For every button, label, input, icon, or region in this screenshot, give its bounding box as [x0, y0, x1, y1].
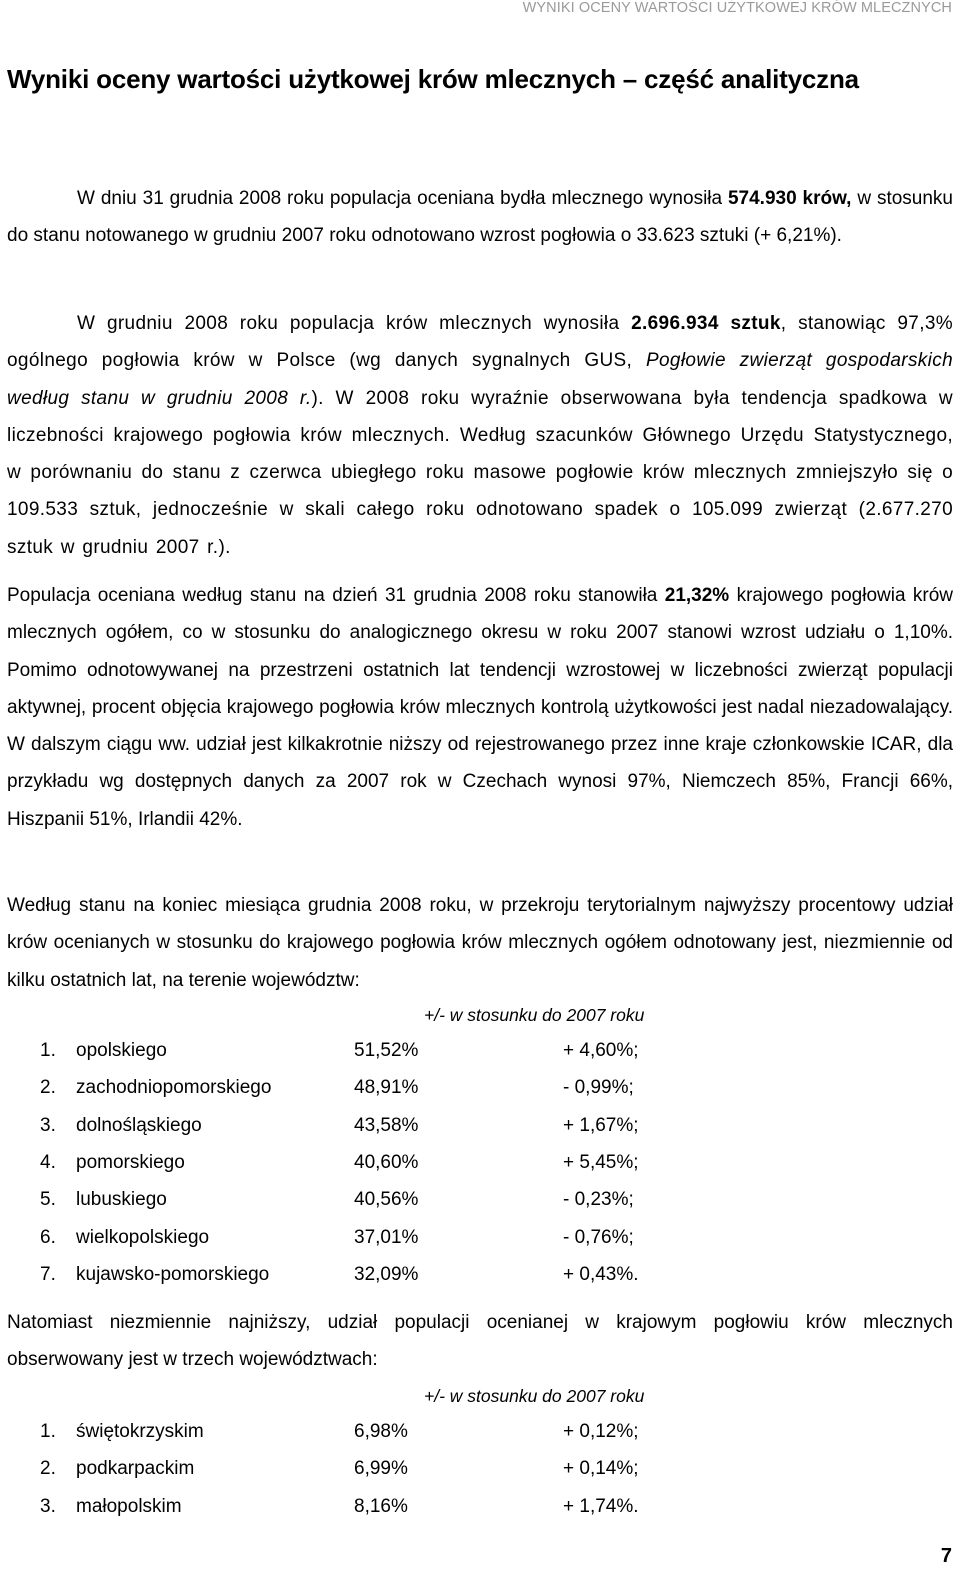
voivodeship-row [0, 1109, 960, 1143]
row-pct: 40,56% [354, 1189, 419, 1211]
p2-source-title: Pogłowie zwierząt gospodarskich według stanu w grudniu 2008 r. [7, 350, 953, 409]
row-name: wielkopolskiego [76, 1226, 210, 1248]
row-num: 4. [40, 1151, 56, 1173]
voivodeship-row [0, 1415, 960, 1449]
row-name: dolnośląskiego [76, 1114, 202, 1136]
top-list-caption: +/- w stosunku do 2007 roku [424, 1005, 645, 1025]
bottom-list-caption: +/- w stosunku do 2007 roku [424, 1386, 645, 1406]
row-chg: - 0,76%; [563, 1226, 634, 1248]
p3-text-c: krajowego pogłowia krów mlecznych ogółem, co w stosunku do analogicznego okresu w roku 2007 stanowi wzrost udziału o 1,10%. Pomimo odnotowywanej na przestrzeni ostatnich lat tendencji wzrostowej w liczebności zwierząt populacji aktywnej, procent objęcia krajowego pogłowia krów mlecznych kontrolą użytkowości jest nadal niezadowalający. W dalszym ciągu ww. udział jest kilkakrotnie niższy od rejestrowanego przez inne kraje członkowskie ICAR, dla przykładu wg dostępnych danych za 2007 rok w Czechach wynosi 97%, Niemczech 85%, Francji 66%, Hiszpanii 51%, Irlandii 42%. [7, 585, 954, 830]
p3-highlight: 21,32% [664, 585, 730, 606]
p1-text-a: W dniu 31 grudnia 2008 roku populacja oceniana bydła mlecznego wynosiła [77, 188, 728, 209]
voivodeship-row [0, 1221, 960, 1255]
row-num: 6. [40, 1226, 56, 1248]
row-chg: + 1,67%; [563, 1114, 639, 1136]
paragraph-population [7, 180, 953, 255]
voivodeship-row [0, 1034, 960, 1068]
paragraph-highest: Według stanu na koniec miesiąca grudnia 2008 roku, w przekroju terytorialnym najwyższy procentowy udział krów ocenianych w stosunku do krajowego pogłowia krów mlecznych ogółem odnotowany jest, niezmiennie od kilku ostatnich lat, na terenie województw: [7, 895, 953, 991]
row-num: 2. [40, 1077, 56, 1099]
row-pct: 6,99% [354, 1458, 408, 1480]
page-title: Wyniki oceny wartości użytkowej krów mlecznych – część analityczna [7, 64, 859, 94]
row-name: lubuskiego [76, 1189, 167, 1211]
row-name: zachodniopomorskiego [76, 1077, 272, 1099]
paragraph-lowest: Natomiast niezmiennie najniższy, udział populacji ocenianej w krajowym pogłowiu krów mlecznych obserwowany jest w trzech województwach: [7, 1312, 953, 1371]
row-pct: 8,16% [354, 1495, 408, 1517]
paragraph-herd-trend [7, 305, 953, 566]
row-chg: - 0,99%; [563, 1077, 634, 1099]
voivodeship-row [0, 1490, 960, 1524]
p2-highlight: 2.696.934 sztuk [631, 313, 781, 334]
row-pct: 40,60% [354, 1151, 419, 1173]
row-num: 7. [40, 1263, 56, 1285]
row-pct: 32,09% [354, 1263, 419, 1285]
row-pct: 6,98% [354, 1421, 408, 1442]
voivodeship-row [0, 1258, 960, 1292]
row-num: 1. [40, 1040, 56, 1061]
row-name: kujawsko-pomorskiego [76, 1263, 270, 1285]
row-name: pomorskiego [76, 1151, 185, 1173]
row-chg: + 0,12%; [563, 1421, 639, 1442]
voivodeship-row [0, 1183, 960, 1217]
row-pct: 37,01% [354, 1226, 419, 1248]
row-chg: + 4,60%; [563, 1040, 639, 1061]
row-chg: + 0,43%. [563, 1263, 639, 1285]
row-name: małopolskim [76, 1495, 182, 1517]
row-name: podkarpackim [76, 1458, 195, 1480]
row-chg: + 1,74%. [563, 1495, 639, 1517]
p1-text-c: w stosunku do stanu notowanego w grudniu 2007 roku odnotowano wzrost pogłowia o 33.623 sztuki (+ 6,21%). [7, 188, 953, 247]
row-chg: + 0,14%; [563, 1458, 639, 1480]
row-name: opolskiego [76, 1040, 167, 1061]
page-number: 7 [940, 1545, 952, 1567]
p1-highlight: 574.930 krów, [727, 188, 852, 209]
row-num: 3. [40, 1114, 56, 1136]
p2-text-c: , stanowiąc 97,3% ogólnego pogłowia krów w Polsce (wg danych sygnalnych GUS, [7, 313, 953, 372]
row-name: świętokrzyskim [76, 1421, 204, 1442]
p3-text-a: Populacja oceniana według stanu na dzień 31 grudnia 2008 roku stanowiła [7, 585, 665, 606]
paragraph-share [7, 577, 953, 838]
row-chg: - 0,23%; [563, 1189, 634, 1211]
row-num: 5. [40, 1189, 56, 1211]
p2-text-e: ). W 2008 roku wyraźnie obserwowana była tendencja spadkowa w liczebności krajowego pogłowia krów mlecznych. Według szacunków Głównego Urzędu Statystycznego, w porównaniu do stanu z czerwca ubiegłego roku masowe pogłowie krów mlecznych zmniejszyło się o 109.533 sztuk, jednocześnie w skali całego roku odnotowano spadek o 105.099 zwierząt (2.677.270 sztuk w grudniu 2007 r.). [7, 387, 954, 558]
row-num: 2. [40, 1458, 56, 1480]
running-header: WYNIKI OCENY WARTOŚCI UŻYTKOWEJ KRÓW MLECZNYCH [522, 0, 952, 16]
voivodeship-row [0, 1452, 960, 1486]
voivodeship-row [0, 1146, 960, 1180]
row-pct: 51,52% [354, 1040, 419, 1061]
row-num: 1. [40, 1421, 56, 1442]
voivodeship-row [0, 1071, 960, 1105]
row-pct: 43,58% [354, 1114, 419, 1136]
row-num: 3. [40, 1495, 56, 1517]
row-chg: + 5,45%; [563, 1151, 639, 1173]
row-pct: 48,91% [354, 1077, 419, 1099]
p2-text-a: W grudniu 2008 roku populacja krów mlecznych wynosiła [77, 313, 632, 334]
